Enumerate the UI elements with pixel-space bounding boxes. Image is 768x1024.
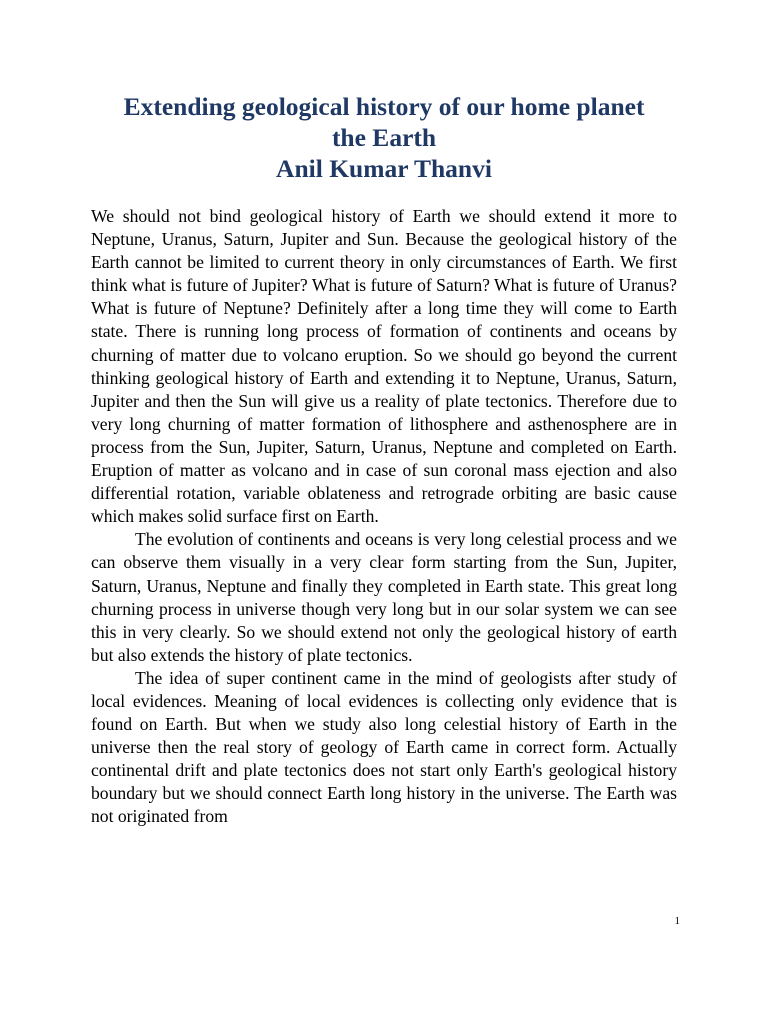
document-body bbox=[91, 205, 677, 829]
page-number: 1 bbox=[674, 915, 680, 927]
body-paragraph-2: The evolution of continents and oceans is very long celestial process and we can observe them visually in a very clear form starting from the Sun, Jupiter, Saturn, Uranus, Neptune and finally they completed in Earth state. This great long churning process in universe though very long but in our solar system we can see this in very clearly. So we should extend not only the geological history of earth but also extends the history of plate tectonics. bbox=[91, 529, 677, 665]
document-title-line-1: Extending geological history of our home planet bbox=[123, 92, 645, 121]
body-paragraph-3: The idea of super continent came in the mind of geologists after study of local evidences. Meaning of local evidences is collecting only evidence that is found on Earth. But when we study also long celestial history of Earth in the universe then the real story of geology of Earth came in correct form. Actually continental drift and plate tectonics does not start only Earth's geological history boundary but we should connect Earth long history in the universe. The Earth was not originated from bbox=[91, 667, 677, 827]
document-author: Anil Kumar Thanvi bbox=[276, 154, 492, 183]
body-paragraph-1: We should not bind geological history of Earth we should extend it more to Neptune, Uranus, Saturn, Jupiter and Sun. Because the geological history of the Earth cannot be limited to current theory in only circumstances of Earth. We first think what is future of Jupiter? What is future of Saturn? What is future of Uranus? What is future of Neptune? Definitely after a long time they will come to Earth state. There is running long process of formation of continents and oceans by churning of matter due to volcano eruption. So we should go beyond the current thinking geological history of Earth and extending it to Neptune, Uranus, Saturn, Jupiter and then the Sun will give us a reality of plate tectonics. Therefore due to very long churning of matter formation of lithosphere and asthenosphere are in process from the Sun, Jupiter, Saturn, Uranus, Neptune and completed on Earth. Eruption of matter as volcano and in case of sun coronal mass ejection and also differential rotation, variable oblateness and retrograde orbiting are basic cause which makes solid surface first on Earth. bbox=[91, 206, 677, 527]
document-title-line-2: the Earth bbox=[331, 123, 437, 152]
document-title-block bbox=[60, 91, 708, 184]
